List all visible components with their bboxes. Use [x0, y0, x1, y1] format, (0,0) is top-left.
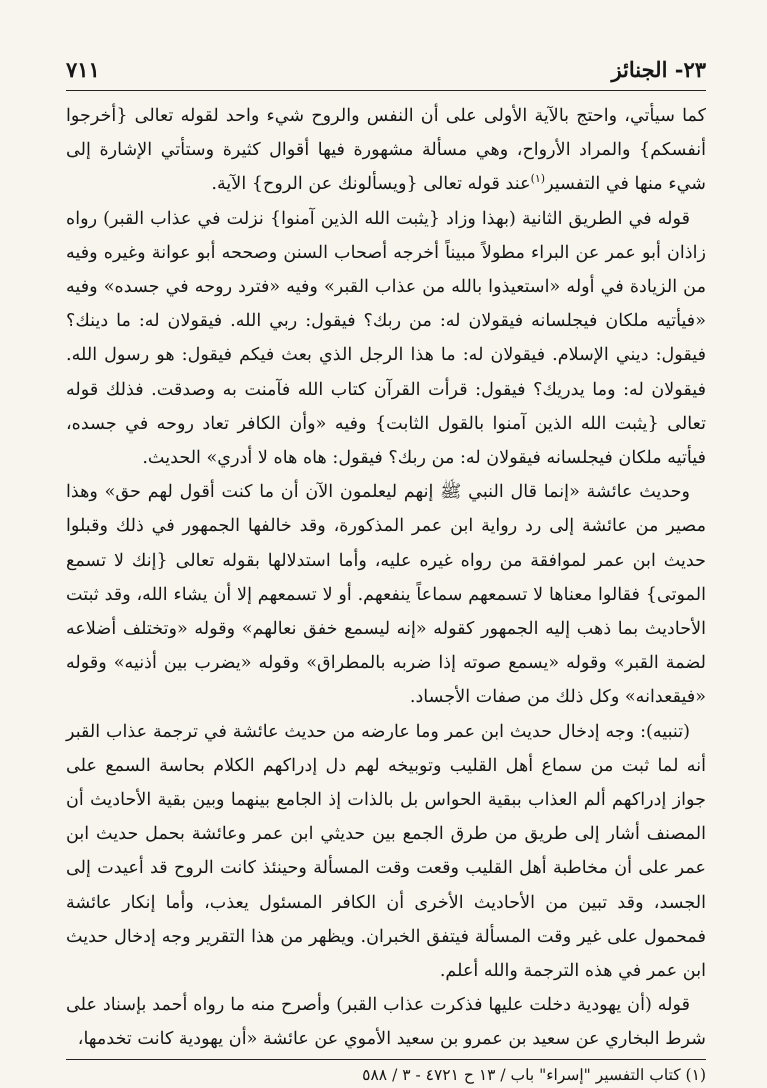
- chapter-title: ٢٣- الجنائز: [611, 56, 706, 82]
- page-number: ٧١١: [66, 56, 100, 82]
- main-text: [66, 99, 706, 1057]
- paragraph: (تنبيه): وجه إدخال حديث ابن عمر وما عارضه من حديث عائشة في ترجمة عذاب القبر أنه لما ثبت من سماع أهل القليب وتوبيخه لهم دل إدراكهم الكلام بحاسة السمع على جواز إدراكهم ألم العذاب ببقية الحواس بل بالذات إذ الجامع بينهما وبين بقية الأحاديث أن المصنف أشار إلى طريق من طرق الجمع بين حديثي ابن عمر وعائشة بحمل حديث ابن عمر على أن مخاطبة أهل القليب وقعت وقت المسألة وحينئذ كانت الروح قد أعيدت إلى الجسد، وقد تبين من الأحاديث الأخرى أن الكافر المسئول يعذب، وأما إنكار عائشة فمحمول على غير وقت المسألة فيتفق الخبران. ويظهر من هذا التقرير وجه إدخال حديث ابن عمر في هذه الترجمة والله أعلم.: [66, 721, 706, 982]
- footnote: (١) كتاب التفسير "إسراء" باب / ١٣ ح ٤٧٢١ - ٣ / ٥٨٨: [362, 1065, 706, 1084]
- page-header: [66, 48, 706, 91]
- paragraph: [66, 99, 706, 202]
- paragraph: قوله (أن يهودية دخلت عليها فذكرت عذاب القبر) وأصرح منه ما رواه أحمد بإسناد على شرط البخاري عن سعيد بن عمرو بن سعيد الأموي عن عائشة «أن يهودية كانت تخدمها،: [66, 995, 706, 1050]
- paragraph-text: كما سيأتي، واحتج بالآية الأولى على أن النفس والروح شيء واحد لقوله تعالى {أخرجوا أنفسكم} والمراد الأرواح، وهي مسألة مشهورة فيها أقوال كثيرة وستأتي الإشارة إلى شيء منها في التفسير: [66, 106, 706, 195]
- book-page: [66, 48, 706, 1084]
- footnote-marker[interactable]: (١): [530, 172, 546, 186]
- paragraph: وحديث عائشة «إنما قال النبي ﷺ إنهم ليعلمون الآن أن ما كنت أقول لهم حق» وهذا مصير من عائشة إلى رد رواية ابن عمر المذكورة، وقد خالفها الجمهور في ذلك وقبلوا حديث ابن عمر لموافقة من رواه غيره عليه، وأما استدلالها بقوله تعالى {إنك لا تسمع الموتى} فقالوا معناها لا تسمعهم سماعاً ينفعهم. أو لا تسمعهم إلا أن يشاء الله، وقد ثبتت الأحاديث بما ذهب إليه الجمهور كقوله «إنه ليسمع خفق نعالهم» وقوله «وتختلف أضلاعه لضمة القبر» وقوله «يسمع صوته إذا ضربه بالمطراق» وقوله «يضرب بين أذنيه» وقوله «فيقعدانه» وكل ذلك من صفات الأجساد.: [66, 482, 706, 708]
- paragraph: قوله في الطريق الثانية (بهذا وزاد {يثبت الله الذين آمنوا} نزلت في عذاب القبر) رواه زاذان أبو عمر عن البراء مطولاً مبيناً أخرجه أصحاب السنن وصححه أبو عوانة وغيره وفيه من الزيادة في أوله «استعيذوا بالله من عذاب القبر» وفيه «فترد روحه في جسده» وفيه «فيأتيه ملكان فيجلسانه فيقولان له: من ربك؟ فيقول: ربي الله. فيقولان له: ما دينك؟ فيقول: ديني الإسلام. فيقولان له: ما هذا الرجل الذي بعث فيكم فيقول: هو رسول الله. فيقولان له: وما يدريك؟ فيقول: قرأت القرآن كتاب الله فآمنت به وصدقت. فذلك قوله تعالى {يثبت الله الذين آمنوا بالقول الثابت} وفيه «وأن الكافر تعاد روحه في جسده، فيأتيه ملكان فيجلسانه فيقولان له: من ربك؟ فيقول: هاه هاه لا أدري» الحديث.: [66, 208, 706, 469]
- footnote-divider: [66, 1059, 706, 1060]
- paragraph-text: عند قوله تعالى {ويسألونك عن الروح} الآية.: [211, 174, 531, 195]
